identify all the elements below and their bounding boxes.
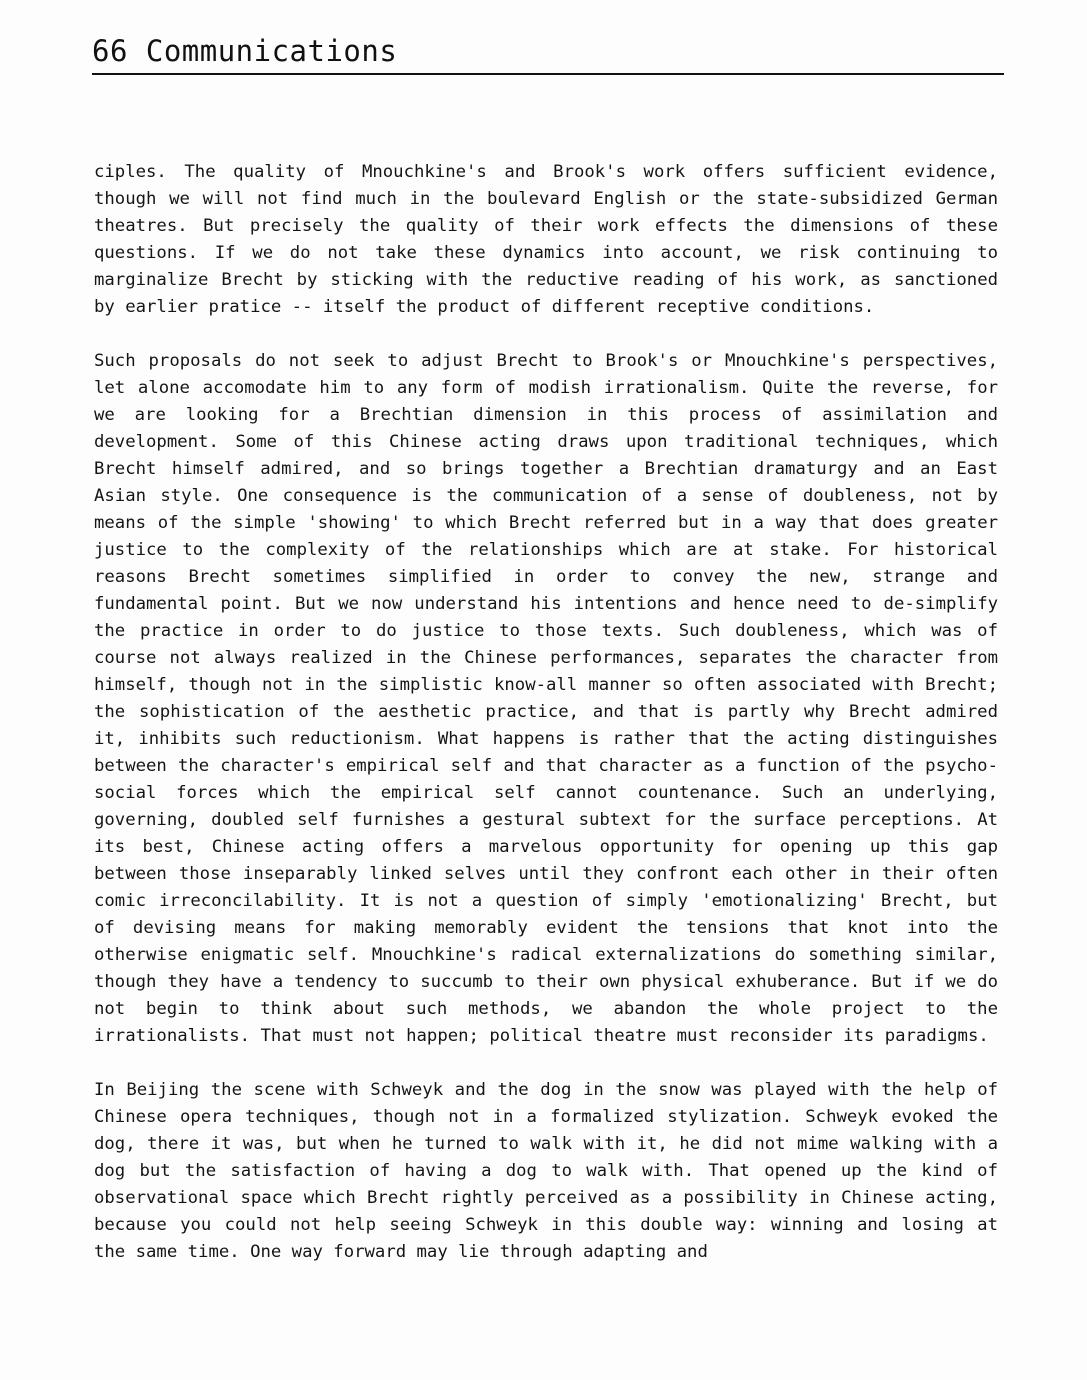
header-rule (92, 73, 1004, 75)
running-header (92, 34, 1004, 76)
paragraph: ciples. The quality of Mnouchkine's and Brook's work offers sufficient evidence, though we will not find much in the boulevard English or the state-subsidized German theatres. But precisely the quality of their work effects the dimensions of these questions. If we do not take these dynamics into account, we risk continuing to marginalize Brecht by sticking with the reductive reading of his work, as sanctioned by earlier pratice -- itself the product of different receptive conditions. (94, 162, 998, 317)
paragraph: In Beijing the scene with Schweyk and the dog in the snow was played with the help of Chinese opera techniques, though not in a formalized stylization. Schweyk evoked the dog, there it was, but when he turned to walk with it, he did not mime walking with a dog but the satisfaction of having a dog to walk with. That opened up the kind of observational space which Brecht rightly perceived as a possibility in Chinese acting, because you could not help seeing Schweyk in this double way: winning and losing at the same time. One way forward may lie through adapting and (94, 1080, 998, 1262)
paragraph: Such proposals do not seek to adjust Brecht to Brook's or Mnouchkine's perspectives, let alone accomodate him to any form of modish irrationalism. Quite the reverse, for we are looking for a Brechtian dimension in this process of assimilation and development. Some of this Chinese acting draws upon traditional techniques, which Brecht himself admired, and so brings together a Brechtian dramaturgy and an East Asian style. One consequence is the communication of a sense of doubleness, not by means of the simple 'showing' to which Brecht referred but in a way that does greater justice to the complexity of the relationships which are at stake. For historical reasons Brecht sometimes simplified in order to convey the new, strange and fundamental point. But we now understand his intentions and hence need to de-simplify the practice in order to do justice to those texts. Such doubleness, which was of course not always realized in the Chinese performances, separates the character from himself, though not in the simplistic know-all manner so often associated with Brecht; the sophistication of the aesthetic practice, and that is partly why Brecht admired it, inhibits such reductionism. What happens is rather that the acting distinguishes between the character's empirical self and that character as a function of the psycho-social forces which the empirical self cannot countenance. Such an underlying, governing, doubled self furnishes a gestural subtext for the surface perceptions. At its best, Chinese acting offers a marvelous opportunity for opening up this gap between those inseparably linked selves until they confront each other in their often comic irreconcilability. It is not a question of simply 'emotionalizing' Brecht, but of devising means for making memorably evident the tensions that knot into the otherwise enigmatic self. Mnouchkine's radical externalizations do something similar, though they have a tendency to succumb to their own physical exhuberance. But if we do not begin to think about such methods, we abandon the whole project to the irrationalists. That must not happen; political theatre must reconsider its paradigms. (94, 351, 998, 1046)
page-header-title: 66 Communications (92, 34, 398, 68)
body-text (94, 159, 998, 1293)
